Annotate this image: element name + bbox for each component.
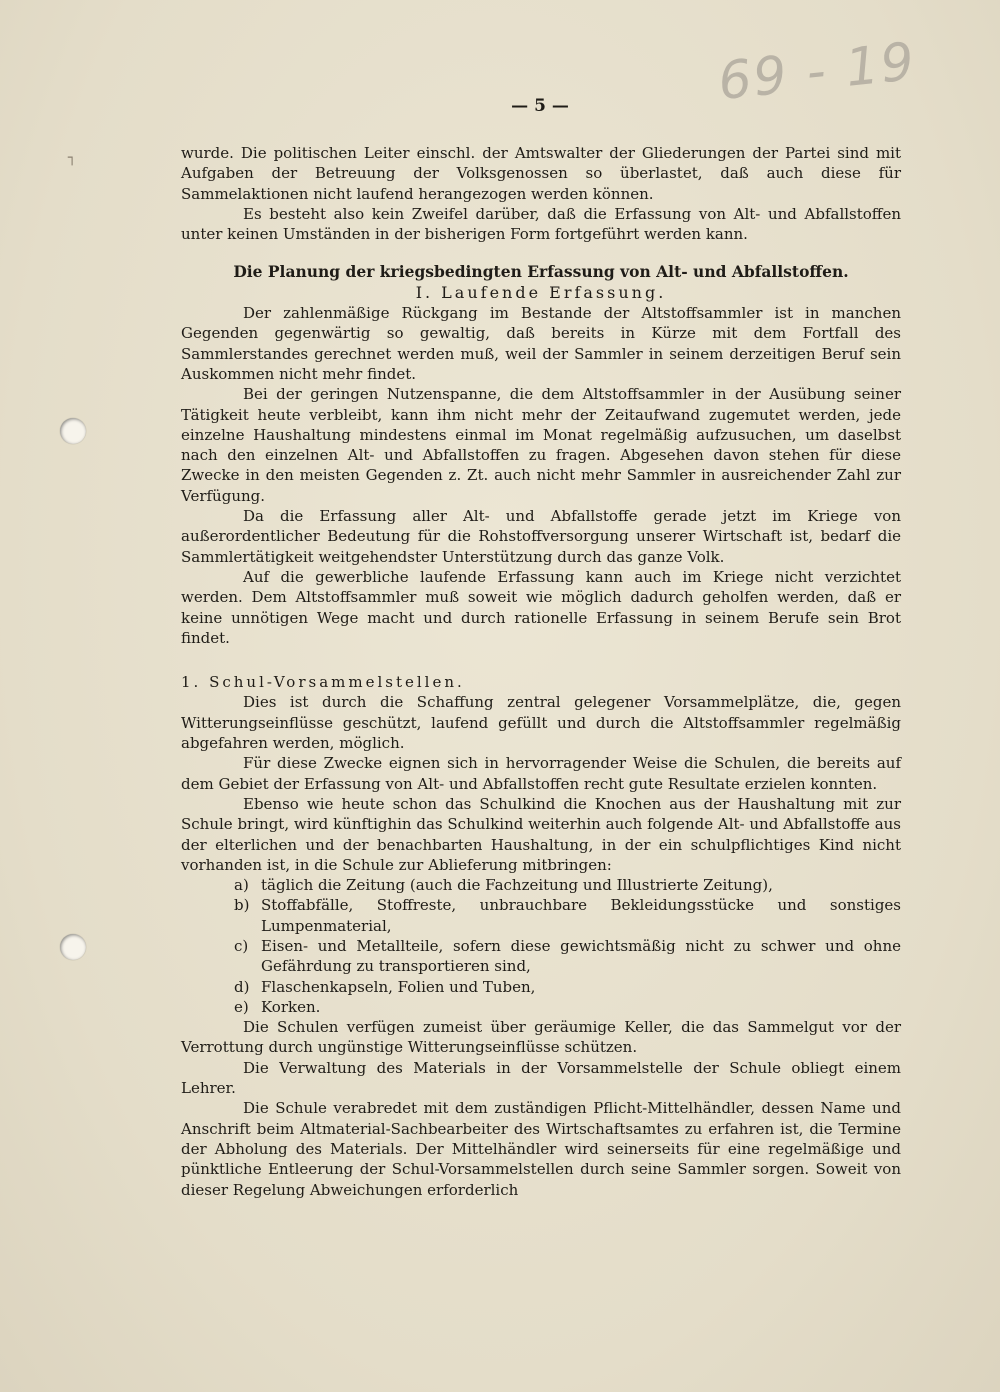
subsection-heading: I. Laufende Erfassung.: [415, 282, 667, 302]
paragraph: Der zahlenmäßige Rückgang im Bestande der Altstoffsammler ist in manchen Gegenden gegenwärtig so gewaltig, daß bereits in Kürze mit dem Fortfall des Sammlerstandes gerechnet werden muß, weil der Sammler in seinem derzeitigen Beruf sein Auskommen nicht mehr findet.: [181, 304, 901, 383]
paragraph: Die Schule verabredet mit dem zuständigen Pflicht-Mittelhändler, dessen Name und Anschrift beim Altmaterial-Sachbearbeiter des Wirtschaftsamtes zu erfahren ist, die Termine der Abholung des Materials. Der Mittelhändler wird seinerseits für eine regelmäßige und pünktliche Entleerung der Schul-Vorsammelstellen durch seine Sammler sorgen. Soweit von dieser Regelung Abweichungen erforderlich: [181, 1099, 901, 1199]
list-item: [181, 875, 901, 895]
section-title: 1. Schul-Vorsammelstellen.: [181, 673, 465, 692]
paragraph: Bei der geringen Nutzenspanne, die dem Altstoffsammler in der Ausübung seiner Tätigkeit heute verbleibt, kann ihm nicht mehr der Zeitaufwand zugemutet werden, jede einzelne Haushaltung mindestens einmal im Monat regelmäßig aufzusuchen, um daselbst nach den einzelnen Alt- und Abfallstoffen zu fragen. Abgesehen davon stehen für diese Zwecke in den meisten Gegenden z. Zt. auch nicht mehr Sammler in ausreichender Zahl zur Verfügung.: [181, 385, 901, 505]
document-body: [181, 143, 901, 1200]
list-item-text: täglich die Zeitung (auch die Fachzeitung und Illustrierte Zeitung),: [261, 876, 773, 895]
paragraph: wurde. Die politischen Leiter einschl. der Amtswalter der Gliederungen der Partei sind mit Aufgaben der Betreuung der Volksgenossen so überlastet, daß auch diese für Sammelaktionen nicht laufend herangezogen werden können.: [181, 144, 901, 203]
materials-list: [181, 875, 901, 1017]
paragraph: Dies ist durch die Schaffung zentral gelegener Vorsammelplätze, die, gegen Witterungseinflüsse geschützt, laufend gefüllt und durch die Altstoffsammler regelmäßig abgefahren werden, möglich.: [181, 693, 901, 753]
handwritten-annotation: 69 - 19: [715, 31, 919, 113]
list-item: [181, 977, 901, 997]
list-item: [181, 997, 901, 1017]
paragraph: Auf die gewerbliche laufende Erfassung kann auch im Kriege nicht verzichtet werden. Dem Altstoffsammler muß soweit wie möglich dadurch geholfen werden, daß er keine unnötigen Wege macht und durch rationelle Erfassung in seinem Berufe sein Brot findet.: [181, 567, 901, 647]
punch-hole-bottom: [60, 934, 86, 960]
list-item-text: Korken.: [261, 997, 321, 1016]
paragraph: Da die Erfassung aller Alt- und Abfallstoffe gerade jetzt im Kriege von außerordentlicher Bedeutung für die Rohstoffversorgung unserer Wirtschaft ist, bedarf die Sammlertätigkeit weitgehendster Unterstützung durch das ganze Volk.: [181, 507, 901, 566]
paragraph: Es besteht also kein Zweifel darüber, daß die Erfassung von Alt- und Abfallstoffen unter keinen Umständen in der bisherigen Form fortgeführt werden kann.: [181, 204, 901, 244]
list-item-label: e): [234, 997, 249, 1016]
paragraph: Für diese Zwecke eignen sich in hervorragender Weise die Schulen, die bereits auf dem Gebiet der Erfassung von Alt- und Abfallstoffen recht gute Resultate erzielen konnten.: [181, 754, 901, 793]
list-item-text: Eisen- und Metallteile, sofern diese gewichtsmäßig nicht zu schwer und ohne Gefährdung zu transportieren sind,: [261, 936, 901, 976]
list-item-label: d): [234, 977, 250, 996]
list-item-label: c): [234, 936, 249, 955]
paragraph: Die Verwaltung des Materials in der Vorsammelstelle der Schule obliegt einem Lehrer.: [181, 1058, 901, 1098]
section-heading: Die Planung der kriegsbedingten Erfassung von Alt- und Abfallstoffen.: [233, 262, 849, 282]
page-number: — 5 —: [511, 96, 569, 116]
paragraph: Ebenso wie heute schon das Schulkind die Knochen aus der Haushaltung mit zur Schule bringt, wird künftighin das Schulkind weiterhin auch folgende Alt- und Abfallstoffe aus der elterlichen und der benachbarten Haushaltung, in der ein schulpflichtiges Kind nicht vorhanden ist, in die Schule zur Ablieferung mitbringen:: [181, 794, 901, 874]
list-item-text: Flaschenkapseln, Folien und Tuben,: [261, 977, 536, 996]
margin-mark: ┐: [68, 150, 77, 166]
punch-hole-top: [60, 418, 86, 444]
list-item-label: a): [234, 876, 249, 895]
list-item-label: b): [234, 896, 250, 915]
list-item: [181, 936, 901, 977]
paragraph: Die Schulen verfügen zumeist über geräumige Keller, die das Sammelgut vor der Verrottung durch ungünstige Witterungseinflüsse schützen.: [181, 1018, 901, 1057]
list-item: [181, 895, 901, 936]
list-item-text: Stoffabfälle, Stoffreste, unbrauchbare Bekleidungsstücke und sonstiges Lumpenmaterial,: [261, 896, 901, 935]
